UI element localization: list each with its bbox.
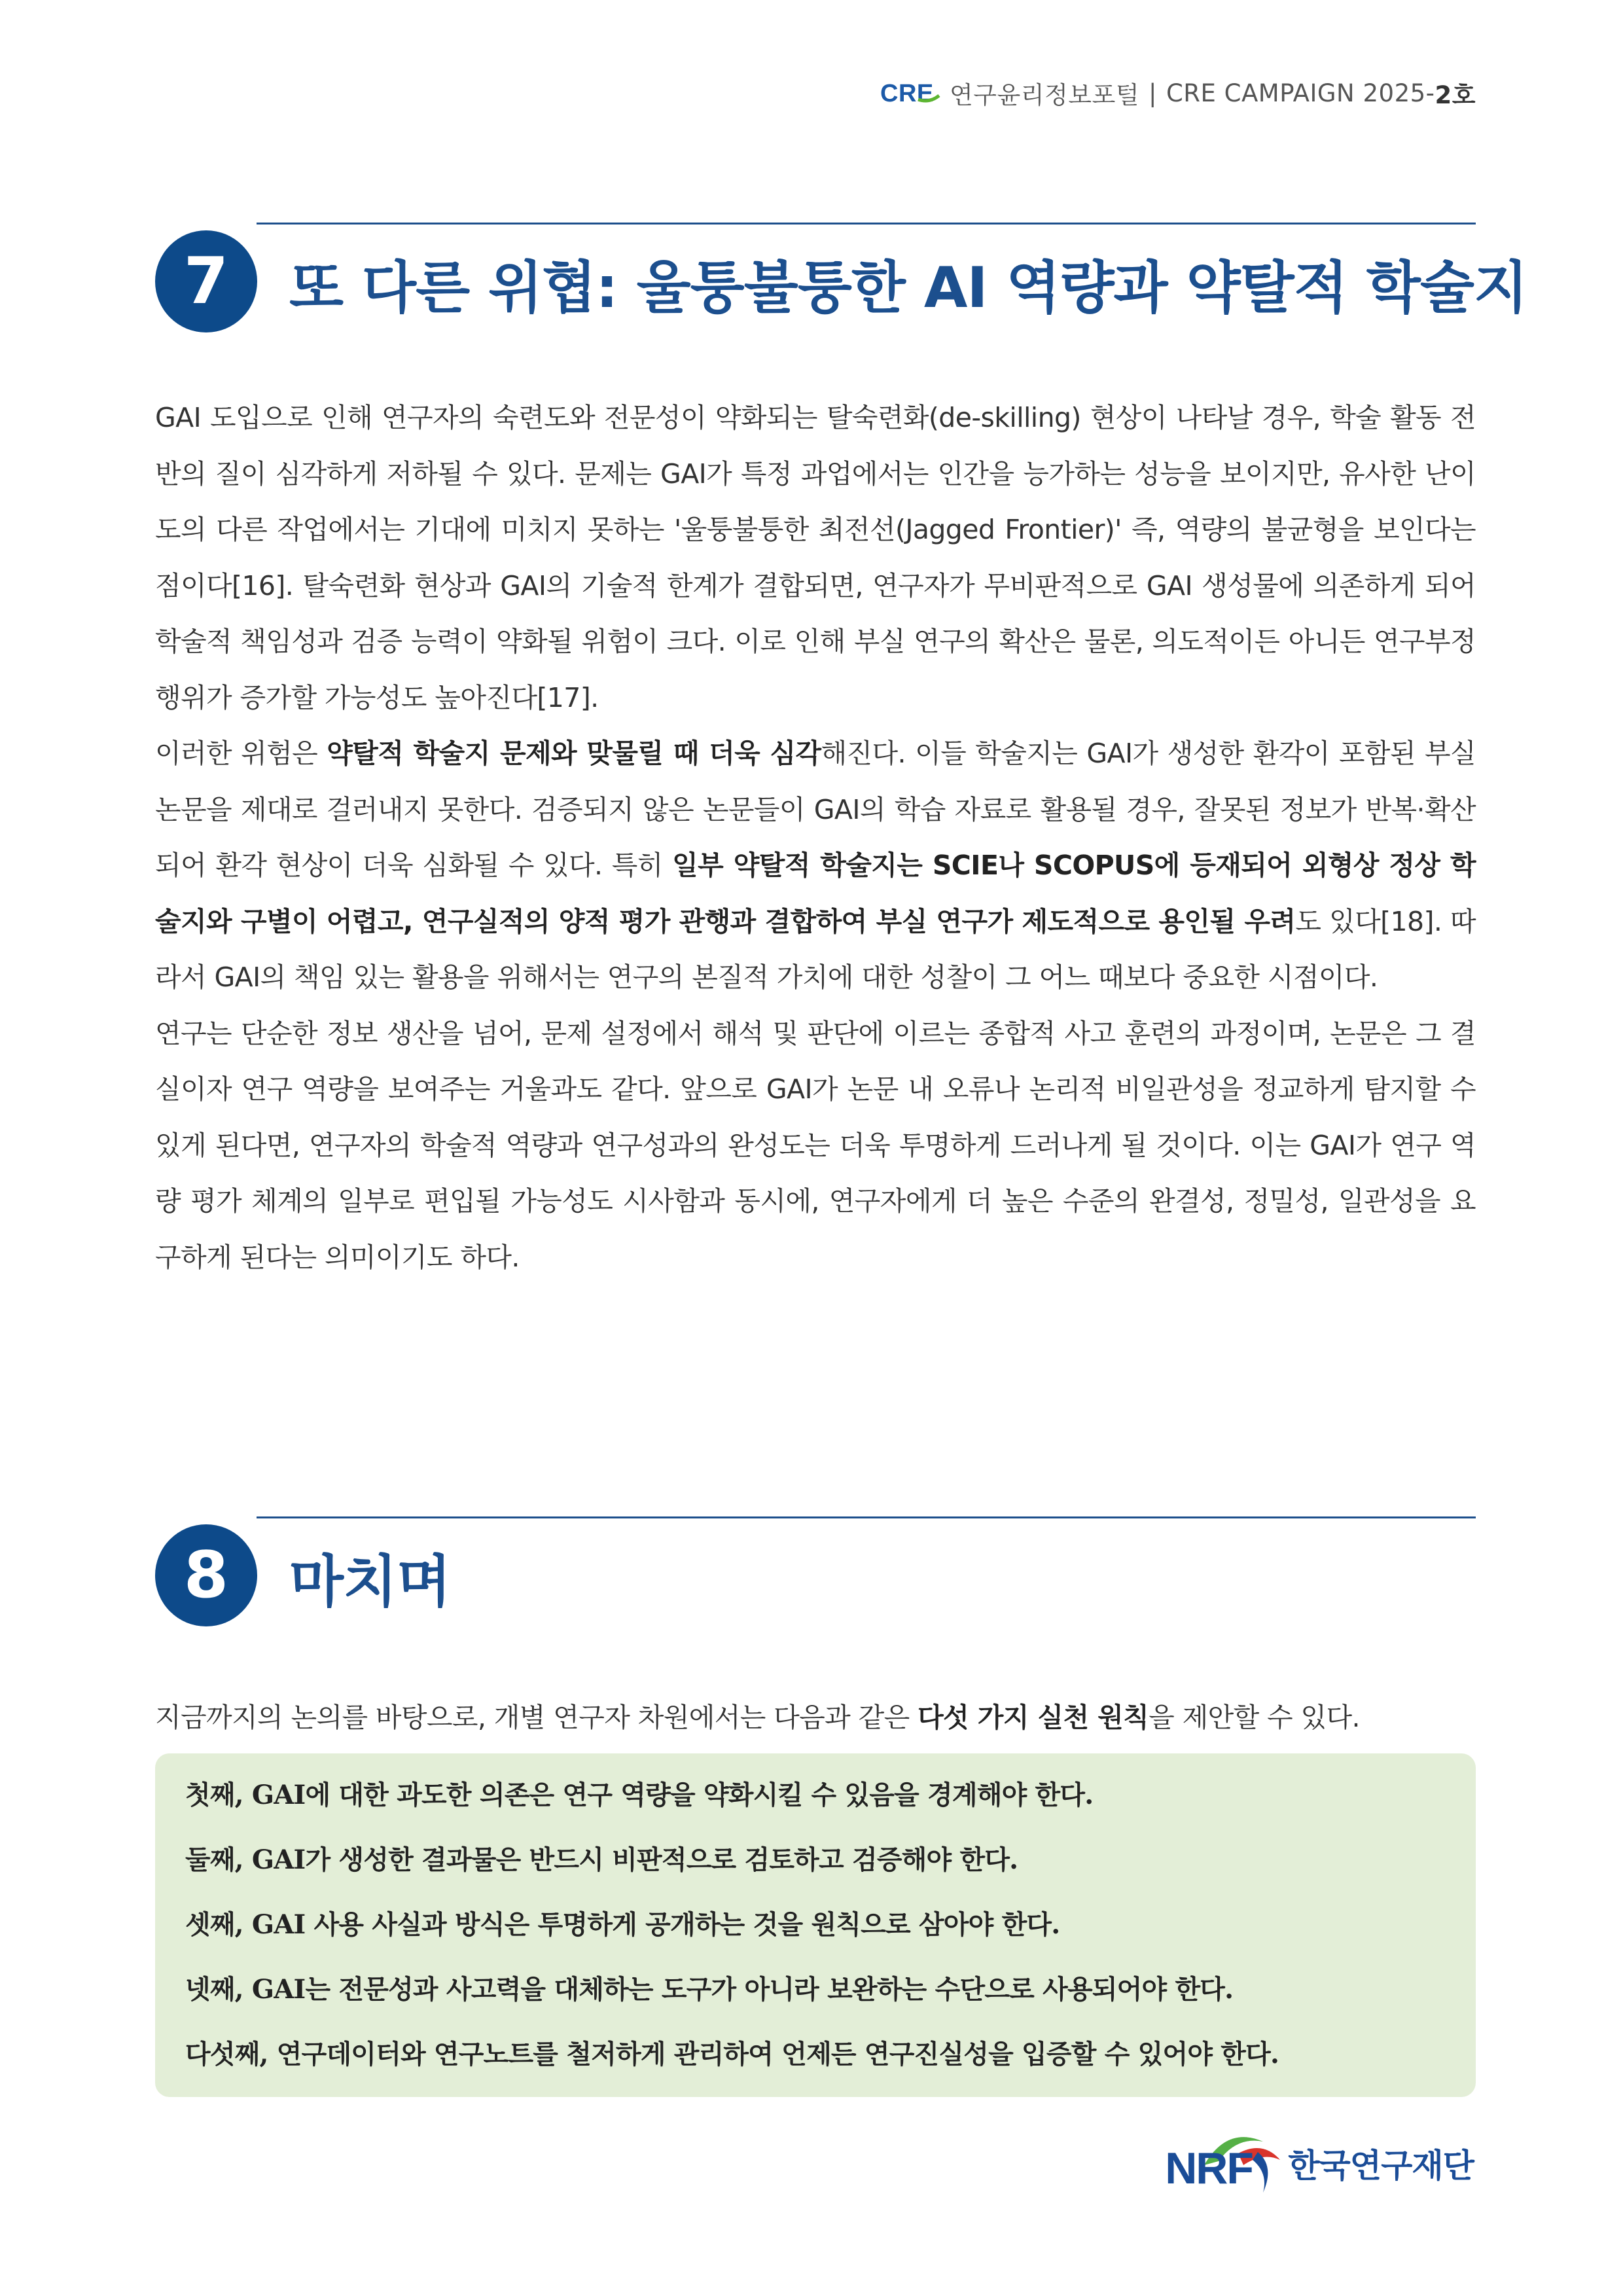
- p2-bold-d: 일부 약탈적 학술지는 SCIE나 SCOPUS에 등재되어 외형상 정상 학술지와 구별이 어렵고, 연구실적의 양적 평가 관행과 결합하여 부실 연구가 제도적으로 용인될 우려: [155, 850, 1476, 937]
- nrf-swoosh-blue: [1253, 2152, 1268, 2193]
- section-8-rule: [257, 1516, 1476, 1518]
- p2-text-c: 해진다. 이들 학술지는 GAI가 생성한 환각이 포함된 부실 논문을 제대로 걸러내지 못한다. 검증되지 않은 논문들이 GAI의 학습 자료로 활용될 경우, 잘못된 정보가 반복·확산되어 환각 현상이 더욱 심화될 수 있다. 특히: [155, 738, 1476, 881]
- section-7-number-badge: 7: [155, 230, 257, 332]
- org-name: 한국연구재단: [1288, 2147, 1474, 2185]
- section-7-paragraph-3: 연구는 단순한 정보 생산을 넘어, 문제 설정에서 해석 및 판단에 이르는 종합적 사고 훈련의 과정이며, 논문은 그 결실이자 연구 역량을 보여주는 거울과도 같다. 앞으로 GAI가 논문 내 오류나 논리적 비일관성을 정교하게 탐지할 수 있게 된다면, 연구자의 학술적 역량과 연구성과의 완성도는 더욱 투명하게 드러나게 될 것이다. 이는 GAI가 연구 역량 평가 체계의 일부로 편입될 가능성도 시사함과 동시에, 연구자에게 더 높은 수준의 완결성, 정밀성, 일관성을 요구하게 된다는 의미이기도 하다.: [155, 1017, 1476, 1273]
- campaign-name: CRE CAMPAIGN 2025-: [1166, 79, 1435, 107]
- portal-name: 연구윤리정보포털: [950, 81, 1139, 109]
- section-7-paragraph-1: GAI 도입으로 인해 연구자의 숙련도와 전문성이 약화되는 탈숙련화(de-skilling) 현상이 나타날 경우, 학술 활동 전반의 질이 심각하게 저하될 수 있다. 문제는 GAI가 특정 과업에서는 인간을 능가하는 성능을 보이지만, 유사한 난이도의 다른 작업에서는 기대에 미치지 못하는 '울퉁불퉁한 최전선(Jagged Frontier)' 즉, 역량의 불균형을 보인다는 점이다[16]. 탈숙련화 현상과 GAI의 기술적 한계가 결합되면, 연구자가 무비판적으로 GAI 생성물에 의존하게 되어 학술적 책임성과 검증 능력이 약화될 위험이 크다. 이로 인해 부실 연구의 확산은 물론, 의도적이든 아니든 연구부정행위가 증가할 가능성도 높아진다[17].: [155, 402, 1476, 713]
- section-7-title: 또 다른 위협: 울퉁불퉁한 AI 역량과 약탈적 학술지: [289, 255, 1527, 321]
- intro-text-a: 지금까지의 논의를 바탕으로, 개별 연구자 차원에서는 다음과 같은: [155, 1702, 918, 1733]
- section-8-heading: [155, 1516, 1476, 1628]
- cre-logo: [880, 80, 940, 106]
- cre-logo-letters: CRE: [880, 80, 934, 106]
- principles-box: [155, 1753, 1476, 2097]
- p2-text-e: 도 있다[18]. 따라서 GAI의 책임 있는 활용을 위해서는 연구의 본질적 가치에 대한 성찰이 그 어느 때보다 중요한 시점이다.: [155, 905, 1476, 993]
- nrf-mark: [1165, 2127, 1283, 2199]
- p2-bold-b: 약탈적 학술지 문제와 맞물릴 때 더욱 심각: [327, 738, 821, 769]
- principle-3: 셋째, GAI 사용 사실과 방식은 투명하게 공개하는 것을 원칙으로 삼아야 한다.: [185, 1909, 1060, 1940]
- section-7-body: [155, 390, 1476, 1285]
- section-8-intro: [155, 1690, 1476, 1746]
- nrf-letters: NRF: [1165, 2144, 1253, 2193]
- section-8-number-badge: 8: [155, 1524, 257, 1626]
- header-separator: |: [1148, 79, 1157, 107]
- section-7-heading: [155, 223, 1527, 334]
- section-7-paragraph-2: [155, 726, 1476, 1006]
- section-7: [155, 223, 1527, 1285]
- issue-number: 2호: [1435, 81, 1476, 109]
- section-8-title: 마치며: [289, 1549, 451, 1615]
- principle-4: 넷째, GAI는 전문성과 사고력을 대체하는 도구가 아니라 보완하는 수단으로 사용되어야 한다.: [185, 1974, 1234, 2005]
- nrf-logo: [1165, 2127, 1474, 2199]
- intro-bold-b: 다섯 가지 실천 원칙: [918, 1702, 1149, 1733]
- principle-2: 둘째, GAI가 생성한 결과물은 반드시 비판적으로 검토하고 검증해야 한다.: [185, 1844, 1018, 1875]
- page-header: [880, 73, 1476, 113]
- p2-text-a: 이러한 위험은: [155, 738, 327, 769]
- cre-logo-icon: [880, 80, 940, 106]
- intro-text-c: 을 제안할 수 있다.: [1149, 1702, 1360, 1733]
- section-8: [155, 1516, 1476, 2097]
- principle-1: 첫째, GAI에 대한 과도한 의존은 연구 역량을 약화시킬 수 있음을 경계해야 한다.: [185, 1780, 1094, 1810]
- principle-5: 다섯째, 연구데이터와 연구노트를 철저하게 관리하여 언제든 연구진실성을 입증할 수 있어야 한다.: [185, 2039, 1279, 2070]
- section-7-rule: [257, 223, 1476, 224]
